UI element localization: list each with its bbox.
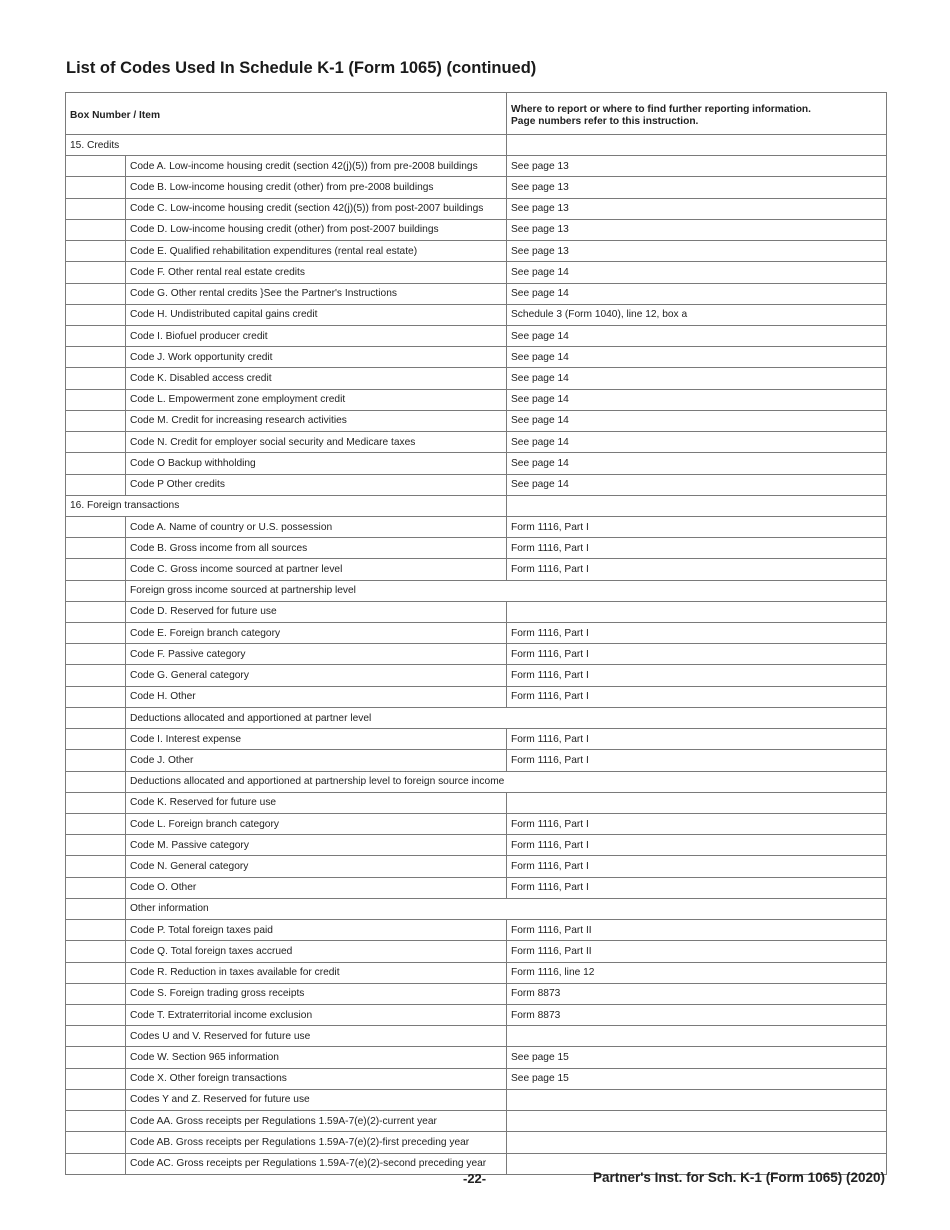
code-description: Code B. Low-income housing credit (other) from pre-2008 buildings	[126, 177, 507, 198]
table-row	[66, 1026, 887, 1047]
subheading-row	[66, 771, 887, 792]
table-row	[66, 262, 887, 283]
where-cell: See page 14	[507, 474, 887, 495]
box-cell	[66, 325, 126, 346]
where-cell: See page 14	[507, 432, 887, 453]
where-cell	[507, 792, 887, 813]
code-description: Code E. Qualified rehabilitation expenditures (rental real estate)	[126, 241, 507, 262]
table-row	[66, 644, 887, 665]
table-row	[66, 516, 887, 537]
where-cell: See page 14	[507, 347, 887, 368]
where-cell: See page 14	[507, 389, 887, 410]
section-row	[66, 135, 887, 156]
where-cell: Form 1116, Part I	[507, 644, 887, 665]
code-description: Code I. Interest expense	[126, 729, 507, 750]
where-cell: See page 14	[507, 410, 887, 431]
where-cell	[507, 135, 887, 156]
box-cell	[66, 1089, 126, 1110]
box-cell	[66, 559, 126, 580]
box-cell	[66, 814, 126, 835]
box-cell	[66, 389, 126, 410]
where-cell: Form 1116, Part II	[507, 941, 887, 962]
code-description: Code H. Undistributed capital gains credit	[126, 304, 507, 325]
where-cell: Form 1116, Part I	[507, 559, 887, 580]
table-row	[66, 601, 887, 622]
where-cell: See page 15	[507, 1068, 887, 1089]
section-label: 16. Foreign transactions	[66, 495, 507, 516]
where-cell: Form 1116, Part I	[507, 877, 887, 898]
table-row	[66, 1004, 887, 1025]
table-row	[66, 814, 887, 835]
page-title: List of Codes Used In Schedule K-1 (Form 1065) (continued)	[66, 59, 537, 77]
box-cell	[66, 1153, 126, 1174]
code-description: Codes U and V. Reserved for future use	[126, 1026, 507, 1047]
box-cell	[66, 1047, 126, 1068]
table-row	[66, 750, 887, 771]
code-description: Code AC. Gross receipts per Regulations 1.59A-7(e)(2)-second preceding year	[126, 1153, 507, 1174]
table-row	[66, 1047, 887, 1068]
code-description: Code O Backup withholding	[126, 453, 507, 474]
where-cell: Form 1116, Part I	[507, 835, 887, 856]
code-description: Code J. Other	[126, 750, 507, 771]
table-row	[66, 410, 887, 431]
table-row	[66, 389, 887, 410]
code-description: Code AA. Gross receipts per Regulations 1.59A-7(e)(2)-current year	[126, 1111, 507, 1132]
where-cell: See page 13	[507, 156, 887, 177]
code-description: Code W. Section 965 information	[126, 1047, 507, 1068]
table-row	[66, 432, 887, 453]
code-description: Code P Other credits	[126, 474, 507, 495]
where-cell: Form 1116, Part II	[507, 920, 887, 941]
box-cell	[66, 262, 126, 283]
code-description: Code H. Other	[126, 686, 507, 707]
where-cell: Form 1116, Part I	[507, 856, 887, 877]
box-cell	[66, 941, 126, 962]
box-cell	[66, 856, 126, 877]
code-description: Code K. Disabled access credit	[126, 368, 507, 389]
where-cell: Form 1116, Part I	[507, 516, 887, 537]
table-row	[66, 1089, 887, 1110]
table-row	[66, 1132, 887, 1153]
box-cell	[66, 1132, 126, 1153]
code-description: Code B. Gross income from all sources	[126, 538, 507, 559]
box-cell	[66, 665, 126, 686]
table-row	[66, 623, 887, 644]
table-row	[66, 665, 887, 686]
where-cell: Form 1116, Part I	[507, 814, 887, 835]
box-cell	[66, 707, 126, 728]
box-cell	[66, 410, 126, 431]
code-description: Code O. Other	[126, 877, 507, 898]
table-row	[66, 368, 887, 389]
where-cell: See page 14	[507, 283, 887, 304]
where-cell: Form 8873	[507, 983, 887, 1004]
where-cell: Schedule 3 (Form 1040), line 12, box a	[507, 304, 887, 325]
where-cell	[507, 1026, 887, 1047]
code-description: Code L. Foreign branch category	[126, 814, 507, 835]
code-description: Code G. Other rental credits }See the Partner's Instructions	[126, 283, 507, 304]
footer-title: Partner's Inst. for Sch. K-1 (Form 1065) (2020)	[592, 1170, 885, 1185]
where-cell: See page 14	[507, 325, 887, 346]
where-cell: Form 1116, Part I	[507, 750, 887, 771]
code-description: Code M. Passive category	[126, 835, 507, 856]
table-row	[66, 304, 887, 325]
table-row	[66, 941, 887, 962]
box-cell	[66, 156, 126, 177]
table-row	[66, 983, 887, 1004]
where-cell: See page 13	[507, 198, 887, 219]
where-cell	[507, 1089, 887, 1110]
subheading-row	[66, 707, 887, 728]
box-cell	[66, 241, 126, 262]
table-row	[66, 686, 887, 707]
table-row	[66, 453, 887, 474]
table-row	[66, 177, 887, 198]
code-description: Code C. Low-income housing credit (section 42(j)(5)) from post-2007 buildings	[126, 198, 507, 219]
code-description: Code A. Name of country or U.S. possession	[126, 516, 507, 537]
box-cell	[66, 219, 126, 240]
where-cell	[507, 601, 887, 622]
where-cell: See page 14	[507, 453, 887, 474]
code-description: Code N. Credit for employer social security and Medicare taxes	[126, 432, 507, 453]
code-description: Code N. General category	[126, 856, 507, 877]
box-cell	[66, 1111, 126, 1132]
code-description: Code J. Work opportunity credit	[126, 347, 507, 368]
code-description: Code S. Foreign trading gross receipts	[126, 983, 507, 1004]
box-cell	[66, 1004, 126, 1025]
subheading-label: Deductions allocated and apportioned at partner level	[126, 707, 887, 728]
code-description: Codes Y and Z. Reserved for future use	[126, 1089, 507, 1110]
box-cell	[66, 644, 126, 665]
table-row	[66, 219, 887, 240]
box-cell	[66, 453, 126, 474]
header-where-to-report	[507, 93, 887, 135]
box-cell	[66, 432, 126, 453]
table-row	[66, 1068, 887, 1089]
subheading-row	[66, 898, 887, 919]
code-description: Code G. General category	[126, 665, 507, 686]
table-row	[66, 877, 887, 898]
box-cell	[66, 920, 126, 941]
box-cell	[66, 623, 126, 644]
where-cell: Form 1116, Part I	[507, 623, 887, 644]
where-cell: Form 1116, Part I	[507, 665, 887, 686]
code-description: Code D. Low-income housing credit (other) from post-2007 buildings	[126, 219, 507, 240]
where-cell: Form 1116, Part I	[507, 686, 887, 707]
box-cell	[66, 729, 126, 750]
code-description: Code AB. Gross receipts per Regulations 1.59A-7(e)(2)-first preceding year	[126, 1132, 507, 1153]
table-row	[66, 325, 887, 346]
where-cell: See page 15	[507, 1047, 887, 1068]
code-description: Code L. Empowerment zone employment credit	[126, 389, 507, 410]
code-description: Code D. Reserved for future use	[126, 601, 507, 622]
where-cell: See page 14	[507, 368, 887, 389]
box-cell	[66, 368, 126, 389]
where-cell: See page 13	[507, 241, 887, 262]
header-where-line-1: Where to report or where to find further reporting information.	[511, 103, 811, 115]
box-cell	[66, 792, 126, 813]
where-cell	[507, 495, 887, 516]
where-cell: Form 1116, Part I	[507, 538, 887, 559]
code-description: Code F. Other rental real estate credits	[126, 262, 507, 283]
box-cell	[66, 283, 126, 304]
box-cell	[66, 835, 126, 856]
box-cell	[66, 1026, 126, 1047]
box-cell	[66, 177, 126, 198]
code-description: Code K. Reserved for future use	[126, 792, 507, 813]
box-cell	[66, 347, 126, 368]
codes-table	[65, 92, 887, 1175]
code-description: Code Q. Total foreign taxes accrued	[126, 941, 507, 962]
table-row	[66, 283, 887, 304]
page-number: -22-	[463, 1171, 487, 1186]
code-description: Code T. Extraterritorial income exclusion	[126, 1004, 507, 1025]
box-cell	[66, 538, 126, 559]
table-row	[66, 920, 887, 941]
box-cell	[66, 1068, 126, 1089]
header-box-number-item: Box Number / Item	[66, 93, 507, 135]
where-cell: Form 8873	[507, 1004, 887, 1025]
table-row	[66, 347, 887, 368]
box-cell	[66, 898, 126, 919]
table-row	[66, 559, 887, 580]
table-header-row	[66, 93, 887, 135]
table-row	[66, 835, 887, 856]
box-cell	[66, 771, 126, 792]
where-cell	[507, 1111, 887, 1132]
code-description: Code R. Reduction in taxes available for credit	[126, 962, 507, 983]
subheading-label: Foreign gross income sourced at partnership level	[126, 580, 887, 601]
code-description: Code F. Passive category	[126, 644, 507, 665]
box-cell	[66, 601, 126, 622]
code-description: Code C. Gross income sourced at partner level	[126, 559, 507, 580]
code-description: Code X. Other foreign transactions	[126, 1068, 507, 1089]
code-description: Code P. Total foreign taxes paid	[126, 920, 507, 941]
table-row	[66, 1111, 887, 1132]
box-cell	[66, 474, 126, 495]
table-row	[66, 962, 887, 983]
box-cell	[66, 304, 126, 325]
box-cell	[66, 983, 126, 1004]
box-cell	[66, 198, 126, 219]
table-row	[66, 474, 887, 495]
subheading-label: Deductions allocated and apportioned at partnership level to foreign source income	[126, 771, 887, 792]
code-description: Code M. Credit for increasing research activities	[126, 410, 507, 431]
box-cell	[66, 962, 126, 983]
table-row	[66, 241, 887, 262]
table-row	[66, 198, 887, 219]
where-cell: Form 1116, Part I	[507, 729, 887, 750]
box-cell	[66, 750, 126, 771]
table-row	[66, 729, 887, 750]
box-cell	[66, 580, 126, 601]
code-description: Code A. Low-income housing credit (section 42(j)(5)) from pre-2008 buildings	[126, 156, 507, 177]
where-cell: See page 14	[507, 262, 887, 283]
code-description: Code I. Biofuel producer credit	[126, 325, 507, 346]
section-label: 15. Credits	[66, 135, 507, 156]
subheading-label: Other information	[126, 898, 887, 919]
box-cell	[66, 877, 126, 898]
where-cell: See page 13	[507, 219, 887, 240]
where-cell	[507, 1132, 887, 1153]
table-row	[66, 856, 887, 877]
table-row	[66, 792, 887, 813]
code-description: Code E. Foreign branch category	[126, 623, 507, 644]
box-cell	[66, 686, 126, 707]
table-row	[66, 156, 887, 177]
header-where-line-2: Page numbers refer to this instruction.	[511, 115, 699, 127]
box-cell	[66, 516, 126, 537]
subheading-row	[66, 580, 887, 601]
where-cell: See page 13	[507, 177, 887, 198]
section-row	[66, 495, 887, 516]
where-cell: Form 1116, line 12	[507, 962, 887, 983]
table-row	[66, 538, 887, 559]
